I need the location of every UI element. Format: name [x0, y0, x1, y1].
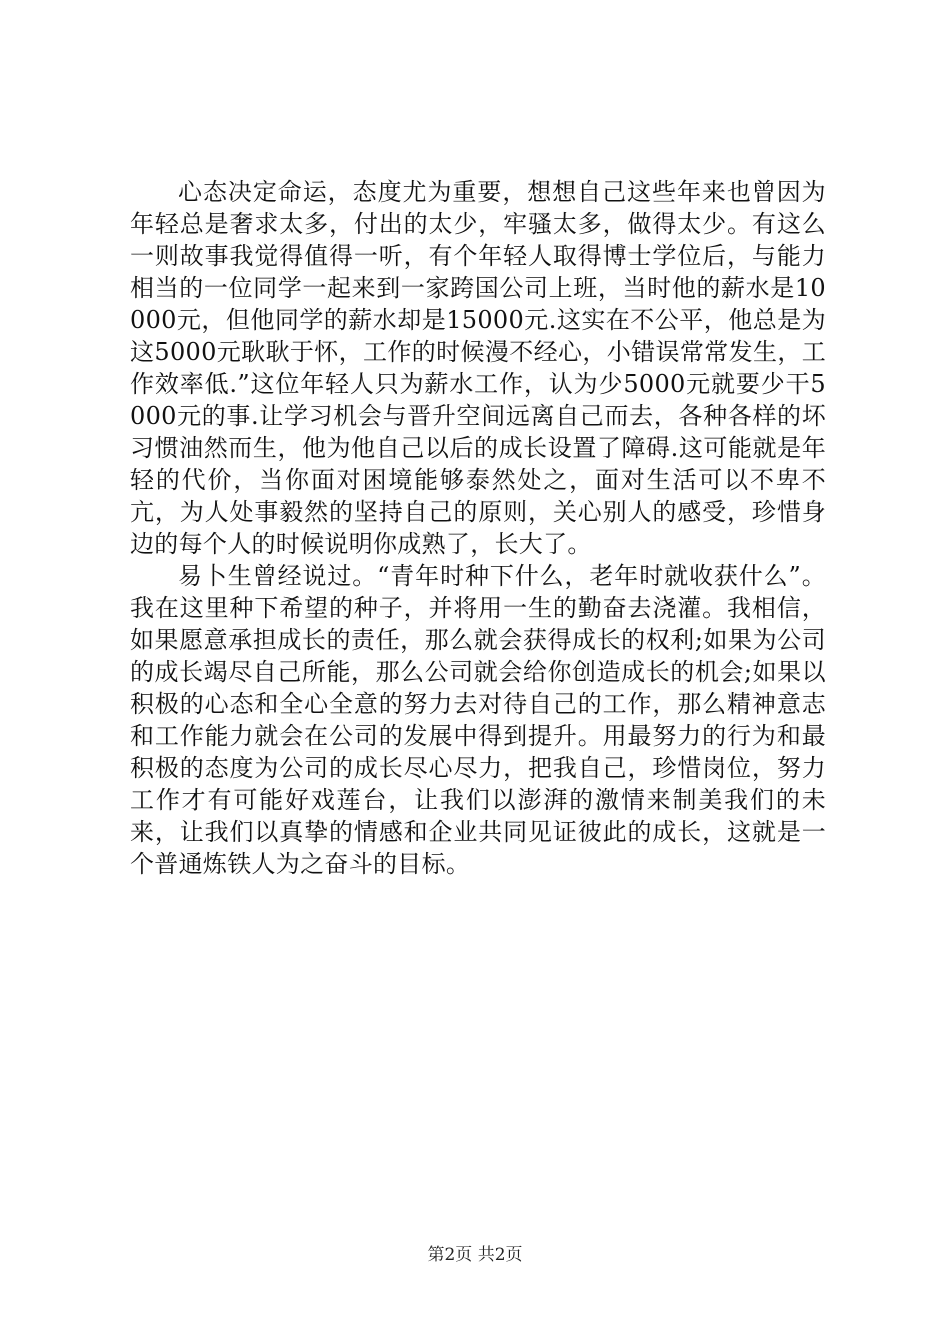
paragraph-1: 心态决定命运，态度尤为重要，想想自己这些年来也曾因为年轻总是奢求太多，付出的太少，牢骚太多，做得太少。有这么一则故事我觉得值得一听，有个年轻人取得博士学位后，与能力相当的一位同学一起来到一家跨国公司上班，当时他的薪水是10000元，但他同学的薪水却是15000元.这实在不公平，他总是为这5000元耿耿于怀，工作的时候漫不经心，小错误常常发生，工作效率低.”这位年轻人只为薪水工作，认为少5000元就要少干5000元的事.让学习机会与晋升空间远离自己而去，各种各样的坏习惯油然而生，他为他自己以后的成长设置了障碍.这可能就是年轻的代价，当你面对困境能够泰然处之，面对生活可以不卑不亢，为人处事毅然的坚持自己的原则，关心别人的感受，珍惜身边的每个人的时候说明你成熟了，长大了。: [130, 178, 826, 558]
page-number-footer: 第2页 共2页: [427, 1245, 523, 1265]
document-body: [130, 176, 826, 880]
paragraph-2: 易卜生曾经说过。“青年时种下什么，老年时就收获什么”。我在这里种下希望的种子，并将用一生的勤奋去浇灌。我相信，如果愿意承担成长的责任，那么就会获得成长的权利;如果为公司的成长竭尽自己所能，那么公司就会给你创造成长的机会;如果以积极的心态和全心全意的努力去对待自己的工作，那么精神意志和工作能力就会在公司的发展中得到提升。用最努力的行为和最积极的态度为公司的成长尽心尽力，把我自己，珍惜岗位，努力工作才有可能好戏莲台，让我们以澎湃的激情来制美我们的未来，让我们以真挚的情感和企业共同见证彼此的成长，这就是一个普通炼铁人为之奋斗的目标。: [130, 562, 826, 878]
